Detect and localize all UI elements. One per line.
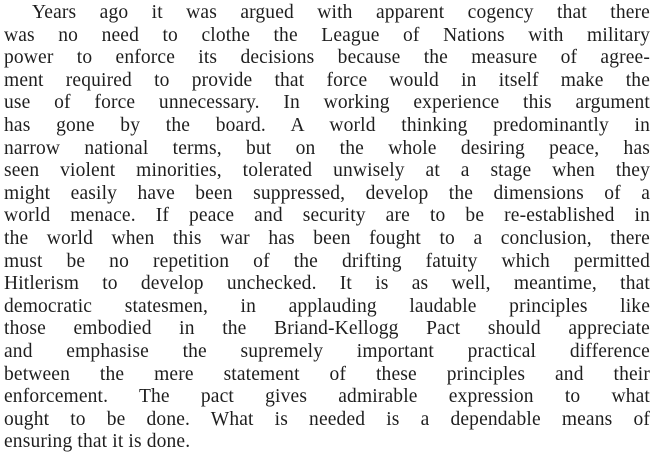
text-line: ensuring that it is done.	[4, 431, 191, 453]
text-line: narrow national terms, but on the whole desiring peace, has	[4, 137, 650, 159]
text-line: democratic statesmen, in applauding laudable principles like	[4, 295, 650, 317]
text-line: must be no repetition of the drifting fatuity which permitted	[4, 250, 650, 272]
text-line: ment required to provide that force would in itself make the	[4, 69, 650, 91]
text-line: those embodied in the Briand-Kellogg Pact should appreciate	[4, 318, 650, 340]
text-line: has gone by the board. A world thinking predominantly in	[4, 114, 650, 136]
text-line: use of force unnecessary. In working experience this argument	[4, 92, 650, 114]
text-line: between the mere statement of these principles and their	[4, 363, 650, 385]
text-line: Years ago it was argued with apparent cogency that there	[32, 2, 650, 23]
text-line: Hitlerism to develop unchecked. It is as well, meantime, that	[4, 273, 650, 295]
text-line: the world when this war has been fought to a conclusion, there	[4, 227, 650, 249]
article-paragraph	[4, 2, 650, 454]
text-line: seen violent minorities, tolerated unwisely at a stage when they	[4, 160, 650, 182]
text-line: power to enforce its decisions because the measure of agree-	[4, 47, 650, 69]
text-line: world menace. If peace and security are to be re-established in	[4, 205, 650, 227]
text-line: was no need to clothe the League of Nations with military	[4, 24, 650, 46]
text-line: might easily have been suppressed, develop the dimensions of a	[4, 182, 650, 204]
text-line: ought to be done. What is needed is a dependable means of	[4, 408, 650, 430]
text-line: and emphasise the supremely important practical difference	[4, 340, 650, 362]
text-line: enforcement. The pact gives admirable expression to what	[4, 386, 650, 408]
